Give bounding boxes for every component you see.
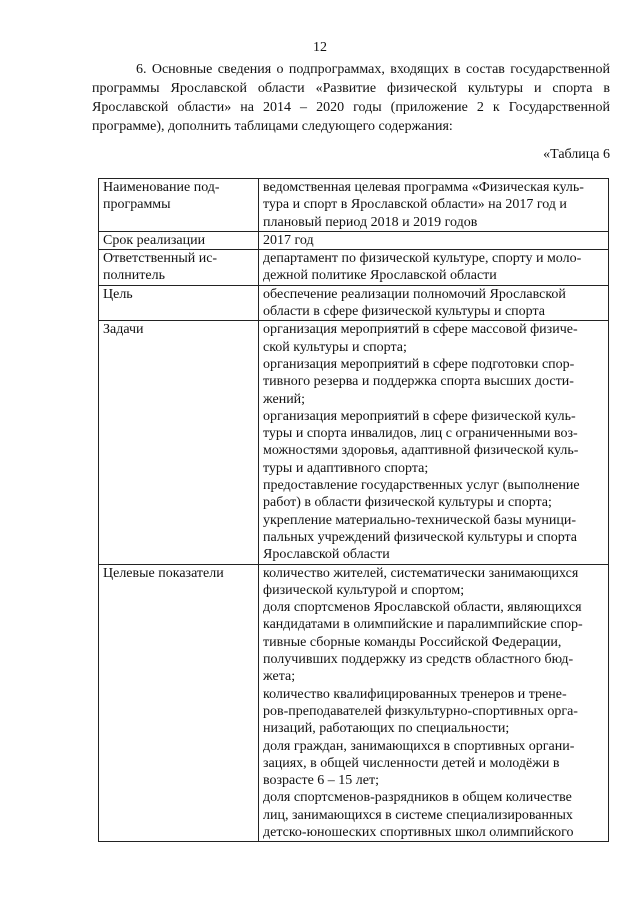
- table-body: [99, 179, 609, 842]
- page-number: 12: [313, 40, 327, 55]
- row-label-line: Цель: [103, 286, 133, 302]
- row-label: [99, 231, 259, 249]
- row-label: [99, 564, 259, 842]
- row-value-line: низаций, работающих по специальности;: [263, 721, 510, 737]
- intro-paragraph: 6. Основные сведения о подпрограммах, входящих в состав государственной программы Ярославской области «Развитие физической культуры и спорта в Ярославской области» на 2014 – 2020 годы (приложение 2 к Государственной программе), дополнить таблицами следующего содержания:: [92, 62, 610, 134]
- row-value-line: ской культуры и спорта;: [263, 339, 407, 355]
- row-value-line: организация мероприятий в сфере подготовки спор-: [263, 356, 575, 372]
- row-value-line: ров-преподавателей физкультурно-спортивных орга-: [263, 703, 578, 719]
- row-value-line: туры и адаптивного спорта;: [263, 460, 429, 476]
- table-caption: «Таблица 6: [543, 147, 610, 162]
- row-label: [99, 285, 259, 321]
- row-value-line: доля спортсменов Ярославской области, являющихся: [263, 600, 582, 616]
- table-row: [99, 250, 609, 286]
- row-label-line: Целевые показатели: [103, 565, 224, 581]
- row-label-line: Ответственный ис-: [103, 251, 218, 267]
- row-value-line: можностями здоровья, адаптивной физической куль-: [263, 443, 579, 459]
- subprogram-table: [98, 178, 609, 842]
- row-value-line: дежной политике Ярославской области: [263, 268, 497, 284]
- row-value-line: доля спортсменов-разрядников в общем количестве: [263, 790, 572, 806]
- row-value-line: детско-юношеских спортивных школ олимпийского: [263, 824, 574, 840]
- row-value-line: кандидатами в олимпийские и паралимпийские спор-: [263, 617, 583, 633]
- row-value-line: возрасте 6 – 15 лет;: [263, 773, 380, 789]
- row-value-line: укрепление материально-технической базы муници-: [263, 512, 577, 528]
- row-label-line: Задачи: [103, 322, 144, 338]
- row-label: [99, 250, 259, 286]
- row-value: [259, 564, 609, 842]
- row-value-line: тура и спорт в Ярославской области» на 2017 год и: [263, 197, 567, 213]
- row-value: [259, 321, 609, 564]
- row-label-line: Срок реализации: [103, 232, 206, 248]
- row-value-line: Ярославской области: [263, 547, 390, 563]
- row-value: [259, 179, 609, 232]
- table-row: [99, 179, 609, 232]
- row-value-line: тивного резерва и поддержка спорта высших дости-: [263, 374, 574, 390]
- row-value-line: области в сфере физической культуры и спорта: [263, 304, 545, 320]
- table-row: [99, 321, 609, 564]
- row-value-line: 2017 год: [263, 232, 314, 248]
- row-value-line: ведомственная целевая программа «Физическая куль-: [263, 180, 584, 195]
- row-value-line: пальных учреждений физической культуры и спорта: [263, 529, 578, 545]
- table-row: [99, 564, 609, 842]
- row-label: [99, 179, 259, 232]
- table-row: [99, 285, 609, 321]
- row-value-line: тивные сборные команды Российской Федерации,: [263, 634, 562, 650]
- row-value-line: плановый период 2018 и 2019 годов: [263, 214, 478, 230]
- row-label-line: Наименование под-: [103, 180, 220, 195]
- row-value: [259, 250, 609, 286]
- row-value-line: количество жителей, систематически занимающихся: [263, 565, 579, 581]
- row-value-line: физической культурой и спортом;: [263, 582, 465, 598]
- row-value-line: работ) в области физической культуры и спорта;: [263, 495, 552, 511]
- row-value-line: департамент по физической культуре, спорту и моло-: [263, 251, 582, 267]
- row-value-line: жений;: [263, 391, 306, 407]
- row-value-line: предоставление государственных услуг (выполнение: [263, 478, 580, 494]
- row-value-line: организация мероприятий в сфере физической куль-: [263, 408, 576, 424]
- table-row: [99, 231, 609, 249]
- row-value-line: туры и спорта инвалидов, лиц с ограниченными воз-: [263, 426, 578, 442]
- row-value: [259, 231, 609, 249]
- row-label-line: полнитель: [103, 268, 165, 284]
- row-value-line: жета;: [263, 669, 296, 685]
- row-label: [99, 321, 259, 564]
- row-value-line: зациях, в общей численности детей и молодёжи в: [263, 755, 560, 771]
- row-label-line: программы: [103, 197, 171, 213]
- row-value-line: количество квалифицированных тренеров и трене-: [263, 686, 567, 702]
- row-value-line: доля граждан, занимающихся в спортивных органи-: [263, 738, 575, 754]
- row-value-line: обеспечение реализации полномочий Ярославской: [263, 286, 566, 302]
- row-value: [259, 285, 609, 321]
- row-value-line: получивших поддержку из средств областного бюд-: [263, 652, 574, 668]
- row-value-line: лиц, занимающихся в системе специализированных: [263, 807, 573, 823]
- row-value-line: организация мероприятий в сфере массовой физиче-: [263, 322, 578, 338]
